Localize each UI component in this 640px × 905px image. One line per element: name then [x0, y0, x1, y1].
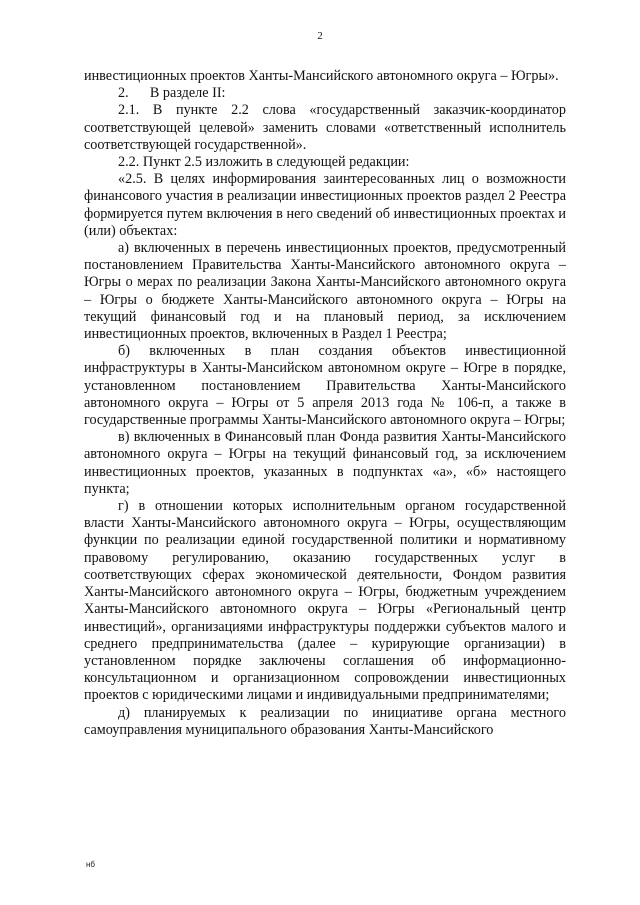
- paragraph-continuation: инвестиционных проектов Ханты-Мансийского автономного округа – Югры».: [84, 68, 559, 84]
- paragraph-section-2: 2. В разделе II:: [118, 85, 226, 102]
- footer-mark: нб: [86, 860, 95, 869]
- paragraph-item-g: г) в отношении которых исполнительным органом государственной власти Ханты-Мансийского автономного округа – Югры, осуществляющим функции по реализации единой государственной политики и нормативному правовому регулированию, оказанию государственных услуг в соответствующих сферах экономической деятельности, Фондом развития Ханты-Мансийского автономного округа – Югры, бюджетным учреждением Ханты-Мансийского автономного округа – Югры «Региональный центр инвестиций», организациями инфраструктуры поддержки субъектов малого и среднего предпринимательства (далее – курирующие организации) в установленном порядке заключены соглашения об информационно-консультационном и организационном сопровождении инвестиционных проектов с юридическими лицами и индивидуальными предпринимателями;: [84, 498, 566, 704]
- paragraph-item-a: а) включенных в перечень инвестиционных проектов, предусмотренный постановлением Правительства Ханты-Мансийского автономного округа – Югры о мерах по реализации Закона Ханты-Мансийского автономного округа – Югры о бюджете Ханты-Мансийского автономного округа – Югры на текущий финансовый год и на плановый период, за исключением инвестиционных проектов, включенных в Раздел 1 Реестра;: [84, 240, 566, 343]
- paragraph-2-1: 2.1. В пункте 2.2 слова «государственный заказчик-координатор соответствующей целевой» заменить словами «ответственный исполнитель соответствующей государственной».: [84, 102, 566, 153]
- paragraph-2-5: «2.5. В целях информирования заинтересованных лиц о возможности финансового участия в реализации инвестиционных проектов раздел 2 Реестра формируется путем включения в него сведений об инвестиционных проектах и (или) объектах:: [84, 171, 566, 239]
- paragraph-item-d: д) планируемых к реализации по инициативе органа местного самоуправления муниципального образования Ханты-Мансийского: [84, 704, 566, 738]
- document-body: [84, 68, 566, 739]
- paragraph-item-v: в) включенных в Финансовый план Фонда развития Ханты-Мансийского автономного округа – Югры на текущий финансовый год, за исключением инвестиционных проектов, указанных в подпунктах «а», «б» настоящего пункта;: [84, 429, 566, 497]
- paragraph-item-b: б) включенных в план создания объектов инвестиционной инфраструктуры в Ханты-Мансийском автономном округе – Югре в порядке, установленном постановлением Правительства Ханты-Мансийского автономного округа – Югры от 5 апреля 2013 года № 106-п, а также в государственные программы Ханты-Мансийского автономного округа – Югры;: [84, 343, 566, 429]
- paragraph-2-2: 2.2. Пункт 2.5 изложить в следующей редакции:: [118, 154, 410, 171]
- page-number: 2: [317, 30, 323, 42]
